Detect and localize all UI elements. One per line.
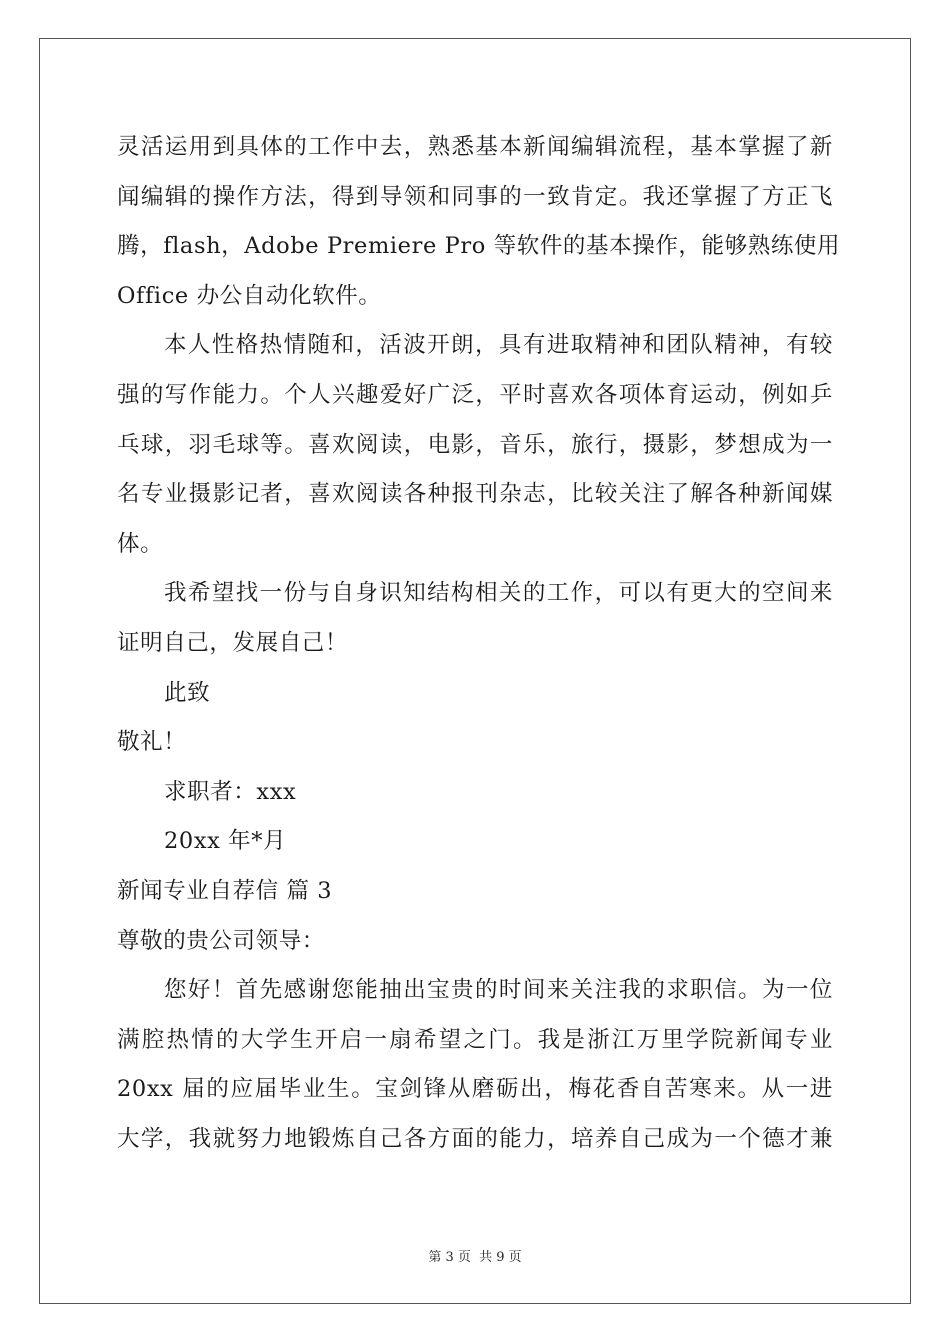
section-heading: 新闻专业自荐信 篇 3 (117, 877, 333, 904)
text-line: 体。 (117, 530, 164, 557)
closing-regards: 敬礼！ (117, 729, 187, 756)
text-line: 闻编辑的操作方法，得到导领和同事的一致肯定。我还掌握了方正飞 (117, 183, 833, 210)
document-body (117, 123, 841, 1164)
closing-salutation: 此致 (164, 679, 211, 706)
signature-date: 20xx 年*月 (164, 828, 287, 855)
text-line: 腾，flash，Adobe Premiere Pro 等软件的基本操作，能够熟练使用 (117, 233, 841, 260)
signature-applicant: 求职者：xxx (164, 778, 297, 805)
text-line: 20xx 届的应届毕业生。宝剑锋从磨砺出，梅花香自苦寒来。从一进 (117, 1076, 833, 1103)
page-footer (0, 1246, 950, 1265)
letter-greeting: 尊敬的贵公司领导： (117, 927, 325, 954)
paragraph-start-line: 本人性格热情随和，活波开朗，具有进取精神和团队精神，有较 (164, 332, 833, 359)
text-line: 乓球，羽毛球等。喜欢阅读，电影，音乐，旅行，摄影，梦想成为一 (117, 431, 833, 458)
page-total: 共 9 页 (479, 1250, 522, 1265)
page-number: 第 3 页 (428, 1250, 471, 1265)
text-line: 满腔热情的大学生开启一扇希望之门。我是浙江万里学院新闻专业 (117, 1026, 833, 1053)
text-line: 名专业摄影记者，喜欢阅读各种报刊杂志，比较关注了解各种新闻媒 (117, 481, 833, 508)
text-line: 大学，我就努力地锻炼自己各方面的能力，培养自己成为一个德才兼 (117, 1125, 833, 1152)
text-line: 证明自己，发展自己！ (117, 629, 349, 656)
text-line: 灵活运用到具体的工作中去，熟悉基本新闻编辑流程，基本掌握了新 (117, 134, 833, 160)
text-line: Office 办公自动化软件。 (117, 282, 382, 309)
paragraph-start-line: 我希望找一份与自身识知结构相关的工作，可以有更大的空间来 (164, 580, 833, 607)
paragraph-start-line: 您好！首先感谢您能抽出宝贵的时间来关注我的求职信。为一位 (164, 977, 833, 1004)
text-line: 强的写作能力。个人兴趣爱好广泛，平时喜欢各项体育运动，例如乒 (117, 381, 833, 408)
